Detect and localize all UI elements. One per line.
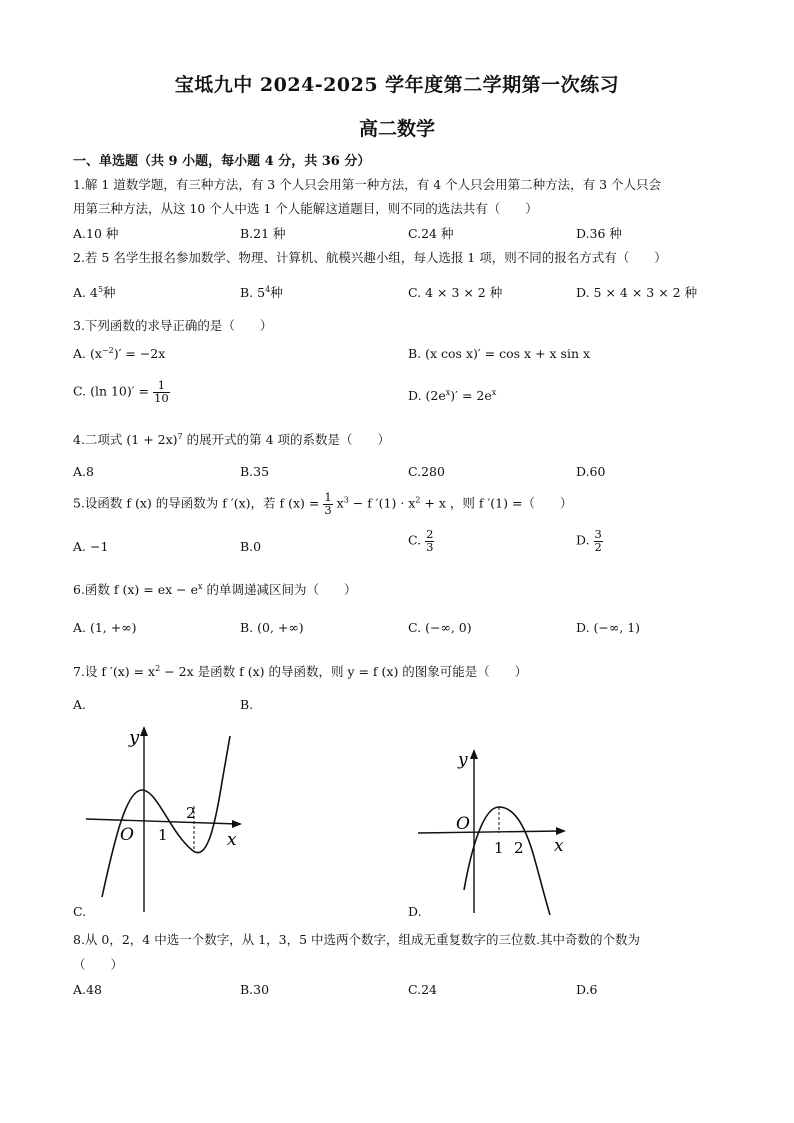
q7-graph-1-svg bbox=[82, 722, 252, 917]
origin-label: O bbox=[456, 814, 470, 834]
x-axis bbox=[418, 831, 562, 833]
q7-option-a: A. bbox=[73, 697, 87, 712]
q4-option-d: D.60 bbox=[576, 464, 606, 479]
y-label: y bbox=[458, 750, 468, 770]
q5-option-d: D. $\frac{3}{2}$ bbox=[576, 527, 602, 554]
q8-text-line1: 8.从 0，2，4 中选一个数字，从 1，3，5 中选两个数字，组成无重复数字的三位数.其中奇数的个数为 bbox=[73, 932, 641, 947]
q3-option-c: C. (ln 10)′ = $\frac{1}{10}$ bbox=[73, 378, 169, 405]
q7-option-c: C. bbox=[73, 904, 87, 919]
curve bbox=[102, 736, 230, 897]
section-heading: 一、单选题（共 9 小题，每小题 4 分，共 36 分） bbox=[73, 154, 371, 169]
q1-option-c: C.24 种 bbox=[408, 226, 454, 241]
tick-2-label: 2 bbox=[514, 839, 524, 857]
q3-option-d: D. $(2e^x)' = 2e^x$ bbox=[408, 388, 497, 404]
q2-text: 2.若 5 名学生报名参加数学、物理、计算机、航模兴趣小组，每人选报 1 项，则不同的报名方式有（ ） bbox=[73, 250, 667, 265]
q8-option-b: B.30 bbox=[240, 982, 270, 997]
q7-option-b: B. bbox=[240, 697, 254, 712]
q5-option-c: C. $\frac{2}{3}$ bbox=[408, 527, 434, 554]
exam-title: 宝坻九中 2024-2025 学年度第二学期第一次练习 bbox=[174, 74, 620, 96]
origin-label: O bbox=[120, 825, 134, 845]
q8-option-c: C.24 bbox=[408, 982, 437, 997]
q4-text: 4.二项式 $(1 + 2x)^7$ 的展开式的第 4 项的系数是（ ） bbox=[73, 431, 390, 447]
q2-option-b: B. $5^4$种 bbox=[240, 284, 283, 300]
q6-option-d: D. (−∞, 1) bbox=[576, 620, 641, 635]
x-axis-arrow-icon bbox=[556, 827, 566, 835]
q1-text-line1: 1.解 1 道数学题，有三种方法，有 3 个人只会用第一种方法，有 4 个人只会用第二种方法，有 3 个人只会 bbox=[73, 177, 662, 192]
q6-option-b: B. (0, +∞) bbox=[240, 620, 304, 635]
q6-option-c: C. (−∞, 0) bbox=[408, 620, 472, 635]
q5-text: 5.设函数 f (x) 的导函数为 f ′(x)，若 f (x) = $\frac{1}{3}$ $x^3 - f$ $'(1) \cdot x^2 + x$ ，则 f ′(1) =（ ） bbox=[73, 490, 573, 517]
q5-option-a: A. −1 bbox=[73, 539, 109, 554]
exam-subtitle: 高二数学 bbox=[358, 118, 435, 140]
q2-option-d: D. 5 × 4 × 3 × 2 种 bbox=[576, 285, 698, 300]
q3-option-a: A. $(x^{-2})' = -2x$ bbox=[73, 346, 166, 362]
tick-1-label: 1 bbox=[494, 839, 504, 857]
q1-option-a: A.10 种 bbox=[73, 226, 119, 241]
q8-option-a: A.48 bbox=[73, 982, 102, 997]
q8-text-line2: （ ） bbox=[73, 957, 124, 972]
q3-text: 3.下列函数的求导正确的是（ ） bbox=[73, 318, 273, 333]
x-axis-arrow-icon bbox=[232, 820, 242, 828]
q3-option-b: B. (x cos x)′ = cos x + x sin x bbox=[408, 346, 591, 361]
y-label: y bbox=[129, 727, 140, 748]
y-axis-arrow-icon bbox=[140, 726, 148, 736]
q7-graph-1 bbox=[82, 722, 252, 917]
q4-option-a: A.8 bbox=[73, 464, 94, 479]
tick-1-label: 1 bbox=[158, 826, 168, 844]
tick-2-label: 2 bbox=[186, 804, 196, 822]
q6-option-a: A. (1, +∞) bbox=[73, 620, 137, 635]
q8-option-d: D.6 bbox=[576, 982, 598, 997]
q7-text: 7.设 f $'(x) = x^2 - 2x$ 是函数 f (x) 的导函数，则 y = f (x) 的图象可能是（ ） bbox=[73, 663, 528, 679]
q4-option-c: C.280 bbox=[408, 464, 445, 479]
q4-option-b: B.35 bbox=[240, 464, 270, 479]
q2-option-c: C. 4 × 3 × 2 种 bbox=[408, 285, 503, 300]
q2-option-a: A. $4^5$种 bbox=[73, 284, 116, 300]
q1-text-line2: 用第三种方法，从这 10 个人中选 1 个人能解这道题目，则不同的选法共有（ ） bbox=[73, 201, 538, 216]
x-label: x bbox=[554, 836, 564, 856]
q7-option-d: D. bbox=[408, 904, 422, 919]
curve bbox=[464, 807, 550, 915]
q1-option-b: B.21 种 bbox=[240, 226, 286, 241]
y-axis-arrow-icon bbox=[470, 749, 478, 759]
q6-text: 6.函数 f (x) = ex − $e^x$ 的单调递减区间为（ ） bbox=[73, 581, 357, 597]
x-label: x bbox=[227, 830, 237, 850]
q7-graph-2-svg bbox=[412, 745, 577, 915]
q5-option-b: B.0 bbox=[240, 539, 262, 554]
q7-graph-2 bbox=[412, 745, 577, 915]
q1-option-d: D.36 种 bbox=[576, 226, 622, 241]
